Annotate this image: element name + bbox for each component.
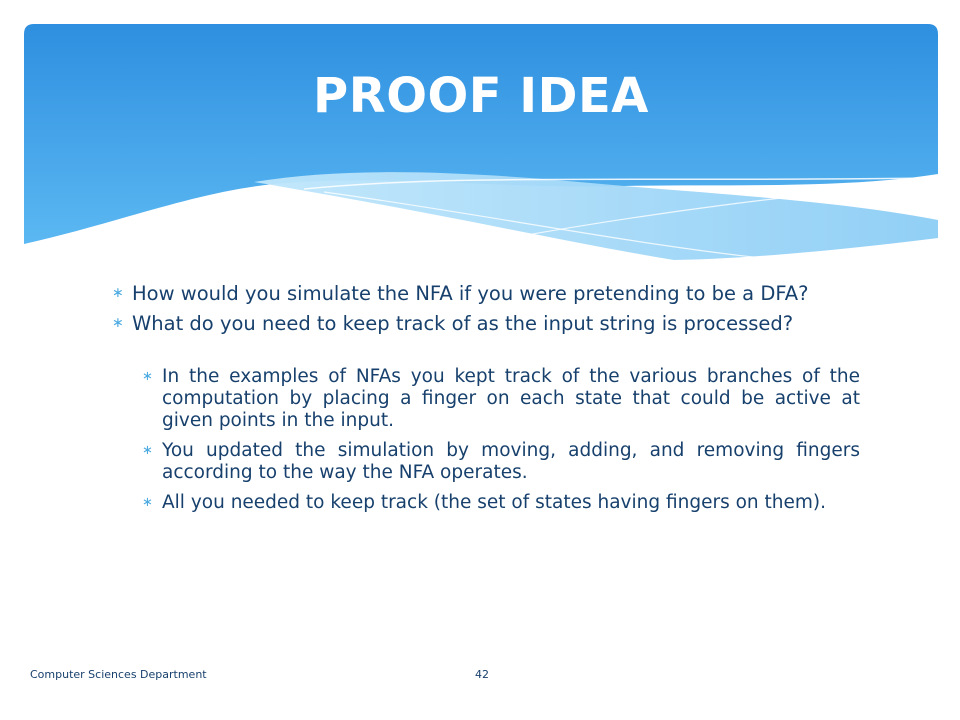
bullet-text: How would you simulate the NFA if you were pretending to be a DFA?: [132, 282, 809, 305]
bullet-item: [112, 282, 860, 305]
sub-bullet-item: [142, 492, 860, 514]
spacer: [112, 342, 860, 366]
asterisk-bullet-icon: ∗: [112, 315, 124, 331]
asterisk-bullet-icon: ∗: [112, 285, 124, 301]
footer-department: Computer Sciences Department: [30, 668, 207, 681]
asterisk-bullet-icon: ∗: [142, 369, 153, 384]
sub-bullet-item: [142, 366, 860, 432]
sub-bullet-text: All you needed to keep track (the set of states having fingers on them).: [162, 492, 827, 513]
asterisk-bullet-icon: ∗: [142, 443, 153, 458]
header-wave-banner: [24, 24, 938, 264]
sub-bullet-text: In the examples of NFAs you kept track of the various branches of the computation by placing a finger on each state that could be active at given points in the input.: [162, 366, 860, 431]
asterisk-bullet-icon: ∗: [142, 495, 153, 510]
page-number: 42: [475, 668, 489, 681]
slide-body: [112, 282, 860, 522]
sub-bullet-text: You updated the simulation by moving, adding, and removing fingers according to the way the NFA operates.: [162, 440, 860, 483]
bullet-item: [112, 312, 860, 335]
bullet-text: What do you need to keep track of as the input string is processed?: [132, 312, 794, 335]
sub-bullet-item: [142, 440, 860, 484]
slide-title: PROOF IDEA: [313, 68, 649, 124]
